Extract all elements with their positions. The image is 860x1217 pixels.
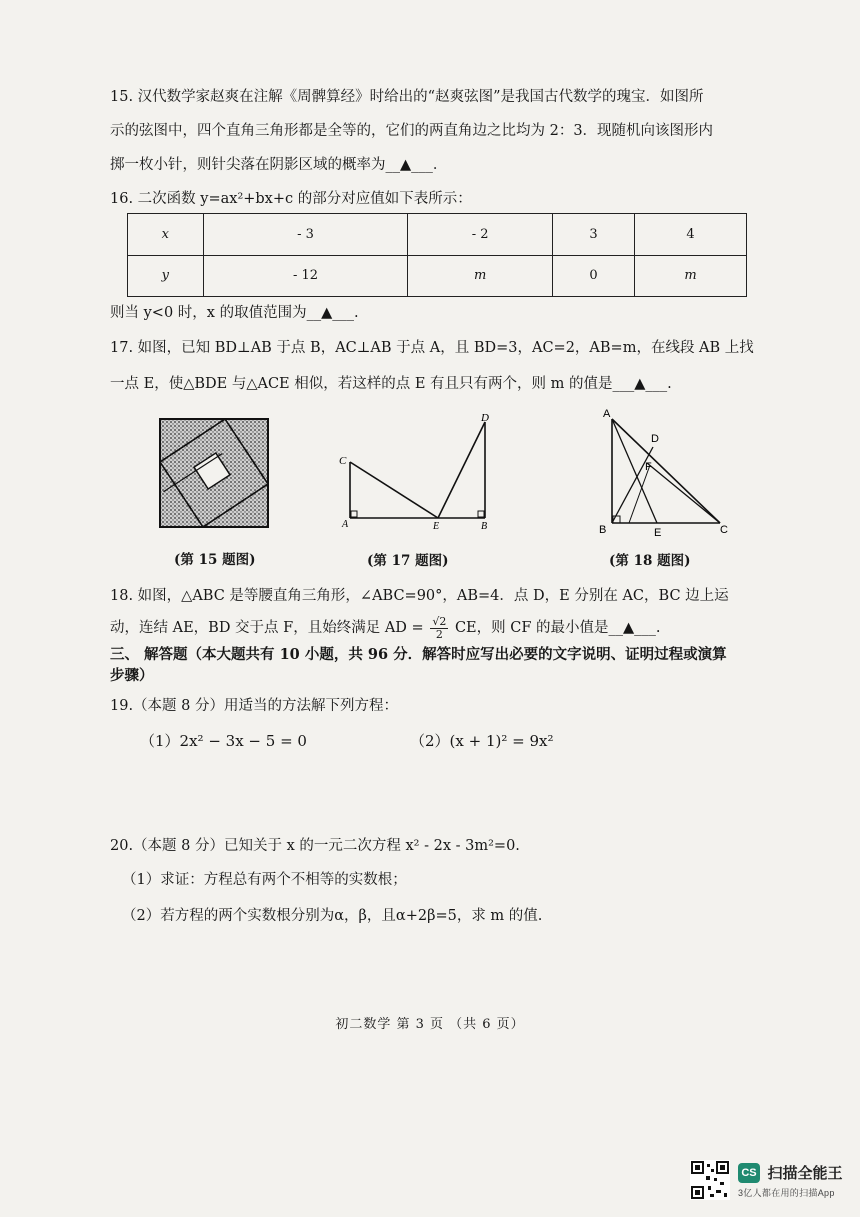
q18-line1: 18. 如图，△ABC 是等腰直角三角形，∠ABC=90°，AB=4．点 D，E 分别在 AC，BC 边上运 (110, 588, 729, 604)
table-row (128, 214, 747, 256)
scanner-watermark (738, 1162, 842, 1199)
q18-line2 (110, 614, 661, 642)
table-cell: 4 (635, 214, 747, 256)
fig18-label-e: E (654, 527, 662, 539)
fig18-label-c: C (720, 524, 728, 536)
q17-line2: 一点 E，使△BDE 与△ACE 相似，若这样的点 E 有且只有两个，则 m 的值是___▲___. (110, 376, 672, 392)
q20-line1: 20.（本题 8 分）已知关于 x 的一元二次方程 x² - 2x - 3m²=0. (110, 838, 520, 854)
table-cell: y (128, 255, 204, 297)
q15-line3: 掷一枚小针，则针尖落在阴影区域的概率为__▲___． (110, 157, 448, 173)
table-cell: - 12 (203, 255, 408, 297)
q20-part2: （2）若方程的两个实数根分别为α，β，且α+2β=5，求 m 的值. (122, 908, 543, 924)
q16-line1: 16. 二次函数 y=ax²+bx+c 的部分对应值如下表所示： (110, 191, 472, 207)
q15-line1: 15. 汉代数学家赵爽在注解《周髀算经》时给出的“赵爽弦图”是我国古代数学的瑰宝．如图所 (110, 89, 704, 105)
scanner-tagline: 3亿人都在用的扫描App (738, 1188, 835, 1198)
q18-fraction (430, 616, 448, 641)
q19-equation-2: （2）(x + 1)² = 9x² (410, 732, 554, 750)
figure-17-diagram (335, 410, 505, 535)
figure-15-diagram (158, 417, 270, 529)
figure-18-caption: (第 18 题图) (609, 553, 691, 569)
figure-17-caption: (第 17 题图) (367, 553, 449, 569)
fig18-label-a: A (603, 408, 611, 420)
fig17-label-a: A (342, 519, 349, 530)
scanner-brand-name: 扫描全能王 (767, 1165, 843, 1182)
q16-line2: 则当 y<0 时，x 的取值范围为__▲___. (110, 305, 359, 321)
fig17-label-e: E (433, 521, 440, 532)
section-3-heading-cont: 步骤） (110, 667, 154, 684)
q19-equation-1: （1）2x² − 3x − 5 = 0 (140, 732, 307, 750)
q15-line2: 示的弦图中，四个直角三角形都是全等的，它们的两直角边之比均为 2：3．现随机向该图形内 (110, 123, 714, 139)
table-cell: 0 (552, 255, 634, 297)
figure-15-caption: (第 15 题图) (174, 552, 256, 568)
fig18-label-f: F (645, 461, 652, 473)
q20-part1: （1）求证：方程总有两个不相等的实数根； (122, 872, 407, 888)
section-3-heading: 三、 解答题（本大题共有 10 小题，共 96 分．解答时应写出必要的文字说明、证明过程或演算 (110, 646, 727, 663)
figure-18-diagram (595, 405, 740, 540)
fig18-label-b: B (599, 524, 607, 536)
cs-badge-icon: CS (738, 1163, 760, 1183)
q16-value-table (127, 213, 747, 297)
page-footer: 初二数学 第 3 页 （共 6 页） (335, 1017, 525, 1032)
table-cell: - 3 (203, 214, 408, 256)
fig17-label-c: C (339, 455, 347, 467)
table-row (128, 255, 747, 297)
fig17-label-b: B (481, 521, 488, 532)
q18-fraction-numerator: √2 (432, 614, 447, 628)
fig17-label-d: D (481, 412, 489, 424)
table-cell: 3 (552, 214, 634, 256)
q18-line2-start: 动，连结 AE，BD 交于点 F，且始终满足 AD = (110, 620, 424, 636)
q19-line1: 19.（本题 8 分）用适当的方法解下列方程： (110, 698, 399, 714)
q18-fraction-denominator: 2 (435, 627, 443, 641)
fig18-label-d: D (651, 433, 659, 445)
table-cell: m (408, 255, 552, 297)
table-cell: m (635, 255, 747, 297)
qr-code-icon (690, 1160, 730, 1200)
table-cell: x (128, 214, 204, 256)
table-cell: - 2 (408, 214, 552, 256)
q17-line1: 17. 如图，已知 BD⊥AB 于点 B，AC⊥AB 于点 A，且 BD=3，AC=2，AB=m，在线段 AB 上找 (110, 340, 754, 356)
q18-line2-end: CE，则 CF 的最小值是__▲___. (454, 620, 661, 636)
